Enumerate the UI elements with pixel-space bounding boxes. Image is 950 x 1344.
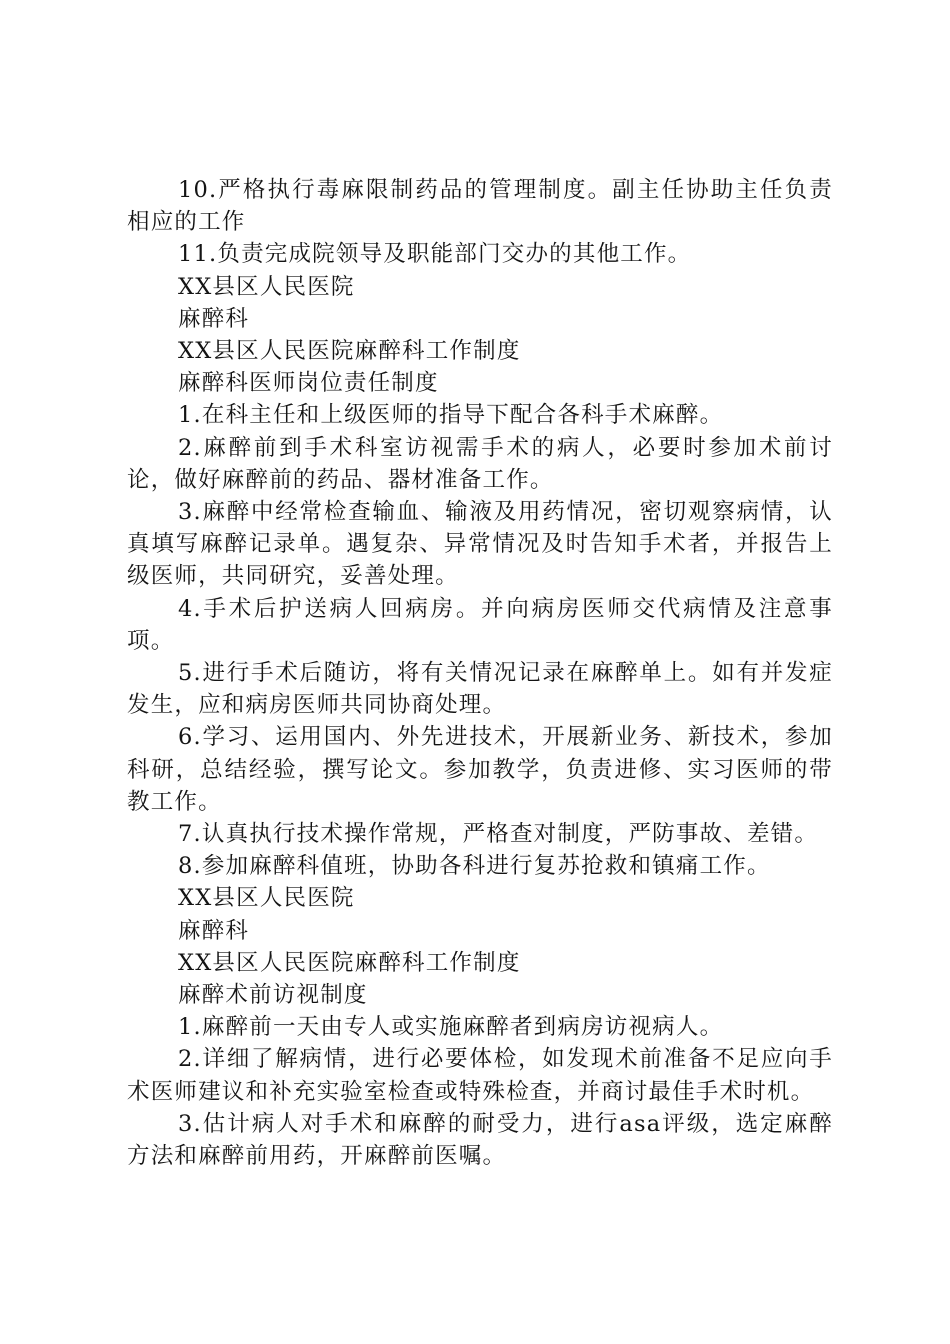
regulation-title: XX县区人民医院麻醉科工作制度 <box>178 949 521 976</box>
visit-item-3: 3.估计病人对手术和麻醉的耐受力，进行asa评级，选定麻醉方法和麻醉前用药，开麻醉前医嘱。 <box>127 1110 833 1170</box>
section-title-physician-duties: 麻醉科医师岗位责任制度 <box>178 370 439 397</box>
duty-item-1: 1.在科主任和上级医师的指导下配合各科手术麻醉。 <box>178 402 724 429</box>
department-name: 麻醉科 <box>178 917 250 944</box>
hospital-name: XX县区人民医院 <box>178 885 355 912</box>
hospital-name: XX县区人民医院 <box>178 273 355 300</box>
department-name: 麻醉科 <box>178 305 250 332</box>
duty-item-7: 7.认真执行技术操作常规，严格查对制度，严防事故、差错。 <box>178 821 819 848</box>
section-title-preop-visit: 麻醉术前访视制度 <box>178 982 368 1009</box>
duty-item-5: 5.进行手术后随访，将有关情况记录在麻醉单上。如有并发症发生，应和病房医师共同协商处理。 <box>127 660 833 719</box>
duty-item-2: 2.麻醉前到手术科室访视需手术的病人，必要时参加术前讨论，做好麻醉前的药品、器材准备工作。 <box>127 434 833 493</box>
duty-item-3: 3.麻醉中经常检查输血、输液及用药情况，密切观察病情，认真填写麻醉记录单。遇复杂、异常情况及时告知手术者，并报告上级医师，共同研究，妥善处理。 <box>127 499 833 590</box>
document-body <box>127 174 833 1172</box>
visit-item-2: 2.详细了解病情，进行必要体检，如发现术前准备不足应向手术医师建议和补充实验室检查或特殊检查，并商讨最佳手术时机。 <box>127 1046 833 1105</box>
duty-item-6: 6.学习、运用国内、外先进技术，开展新业务、新技术，参加科研，总结经验，撰写论文。参加教学，负责进修、实习医师的带教工作。 <box>127 724 833 815</box>
regulation-title: XX县区人民医院麻醉科工作制度 <box>178 338 521 365</box>
duty-item-8: 8.参加麻醉科值班，协助各科进行复苏抢救和镇痛工作。 <box>178 853 771 880</box>
visit-item-1: 1.麻醉前一天由专人或实施麻醉者到病房访视病人。 <box>178 1014 724 1041</box>
duty-item-4: 4.手术后护送病人回病房。并向病房医师交代病情及注意事项。 <box>127 595 833 654</box>
paragraph-item-11: 11.负责完成院领导及职能部门交办的其他工作。 <box>178 241 692 268</box>
paragraph-item-10: 10.严格执行毒麻限制药品的管理制度。副主任协助主任负责相应的工作 <box>127 177 833 236</box>
